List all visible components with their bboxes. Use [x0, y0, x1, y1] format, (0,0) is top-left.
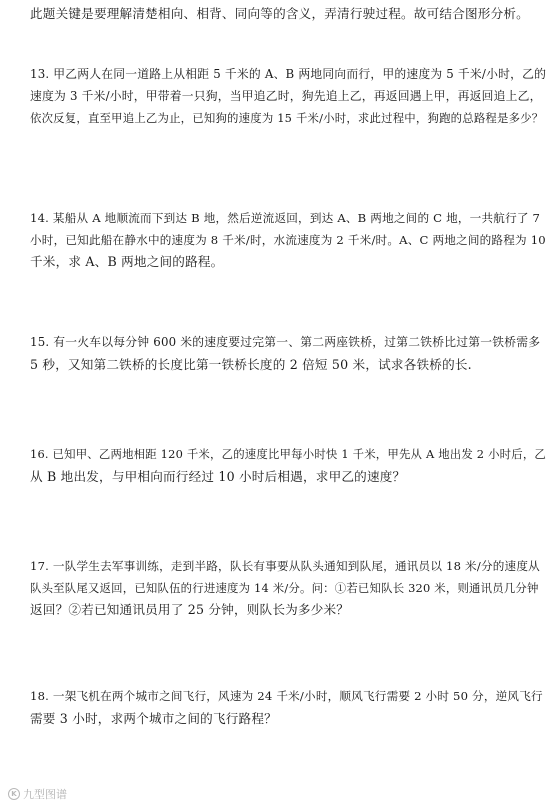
- problem-15-line-1: 15. 有一火车以每分钟 600 米的速度要过完第一、第二两座铁桥，过第二铁桥比过第一铁桥需多: [30, 335, 541, 349]
- brand-logo-icon: K: [8, 788, 20, 800]
- watermark-text: 九型图谱: [23, 788, 67, 801]
- problem-16-line-1: 16. 已知甲、乙两地相距 120 千米，乙的速度比甲每小时快 1 千米，甲先从 A 地出发 2 小时后，乙: [30, 447, 547, 461]
- problem-13-line-1: 13. 甲乙两人在同一道路上从相距 5 千米的 A、B 两地同向而行，甲的速度为 5 千米/小时，乙的: [30, 67, 547, 81]
- problem-18-line-2: 需要 3 小时，求两个城市之间的飞行路程？: [30, 711, 277, 726]
- problem-17-line-1: 17. 一队学生去军事训练，走到半路，队长有事要从队头通知到队尾，通讯员以 18 米/分的速度从: [30, 559, 540, 573]
- problem-17-line-3: 返回？②若已知通讯员用了 25 分钟，则队长为多少米？: [30, 602, 350, 617]
- problem-15-line-2: 5 秒，又知第二铁桥的长度比第一铁桥长度的 2 倍短 50 米，试求各铁桥的长.: [30, 357, 472, 372]
- problem-13-line-3: 依次反复，直至甲追上乙为止，已知狗的速度为 15 千米/小时，求此过程中，狗跑的总路程是多少？: [30, 111, 544, 125]
- problem-13-line-2: 速度为 3 千米/小时，甲带着一只狗，当甲追乙时，狗先追上乙，再返回遇上甲，再返回追上乙，: [30, 89, 542, 103]
- problem-14-line-1: 14. 某船从 A 地顺流而下到达 B 地，然后逆流返回，到达 A、B 两地之间的 C 地，一共航行了 7: [30, 211, 541, 225]
- watermark: [8, 786, 67, 802]
- problem-18-line-1: 18. 一架飞机在两个城市之间飞行，风速为 24 千米/小时，顺风飞行需要 2 小时 50 分，逆风飞行: [30, 689, 543, 703]
- intro-text: 此题关键是要理解清楚相向、相背、同向等的含义，弄清行驶过程。故可结合图形分析。: [30, 6, 529, 21]
- problem-16-line-2: 从 B 地出发，与甲相向而行经过 10 小时后相遇，求甲乙的速度？: [30, 469, 406, 484]
- problem-14-line-3: 千米，求 A、B 两地之间的路程。: [30, 254, 224, 269]
- problem-14-line-2: 小时，已知此船在静水中的速度为 8 千米/时，水流速度为 2 千米/时。A、C 两地之间的路程为 10: [30, 233, 546, 247]
- problem-17-line-2: 队头至队尾又返回，已知队伍的行进速度为 14 米/分。问：①若已知队长 320 米，则通讯员几分钟: [30, 581, 539, 595]
